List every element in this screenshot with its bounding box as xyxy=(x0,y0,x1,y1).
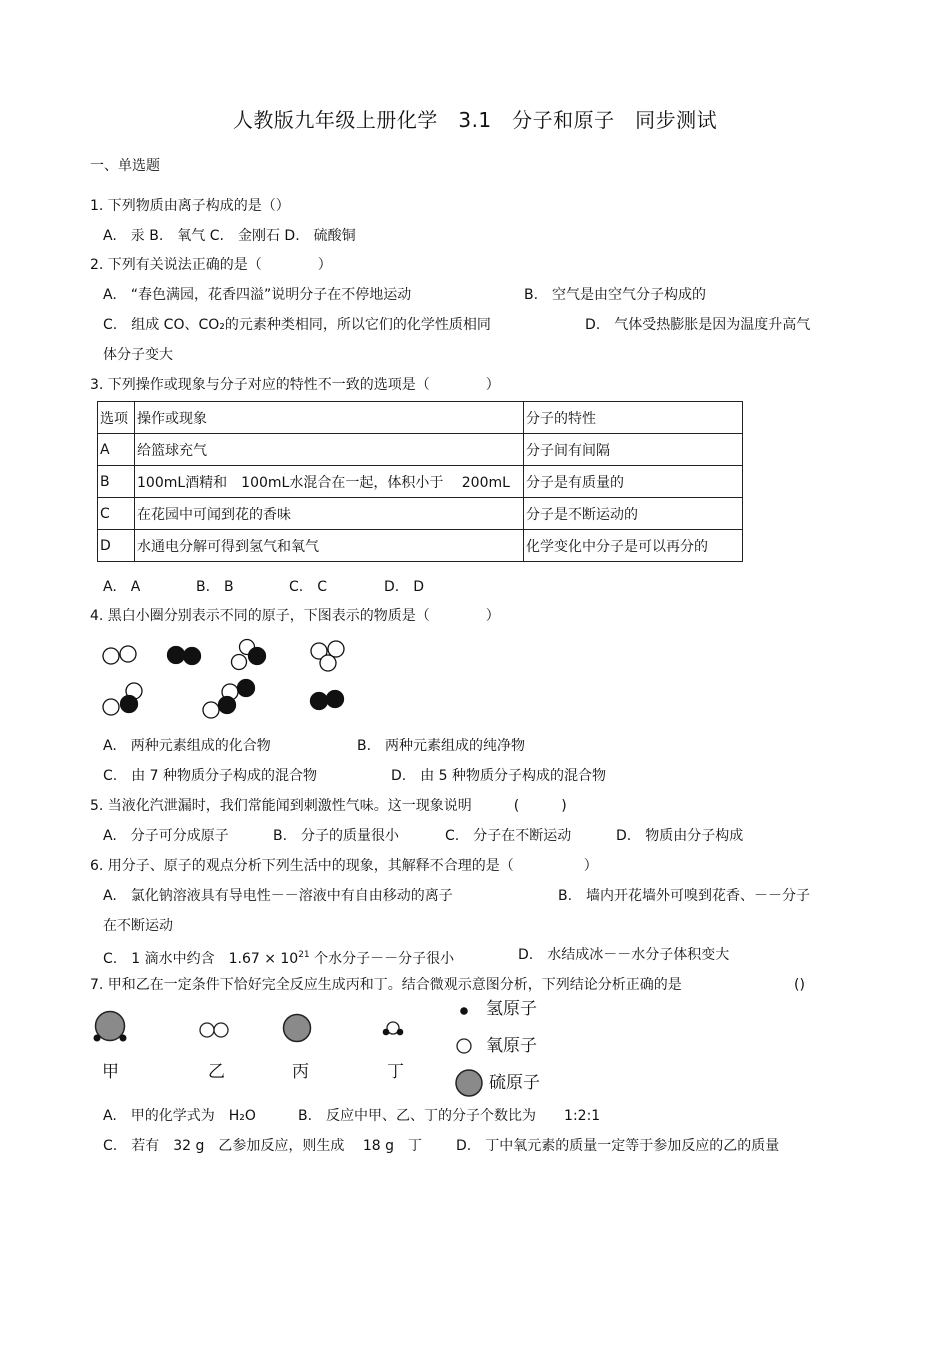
q3-stem: 3. 下列操作或现象与分子对应的特性不一致的选项是（ ） xyxy=(90,377,500,393)
sulfur-atom xyxy=(96,1012,125,1041)
table-cell: 化学变化中分子是可以再分的 xyxy=(524,530,743,562)
white-atom xyxy=(328,641,344,657)
q7-option-d: D. 丁中氧元素的质量一定等于参加反应的乙的质量 xyxy=(456,1138,780,1154)
white-atom xyxy=(311,643,327,659)
white-atom xyxy=(126,683,142,699)
q6-option-c-text: C. 1 滴水中约含 1.67 × 10 xyxy=(103,951,299,967)
table-cell: 给篮球充气 xyxy=(135,434,524,466)
black-atom xyxy=(238,680,255,697)
q6-option-c xyxy=(103,946,454,968)
table-cell: 在花园中可闻到花的香味 xyxy=(135,498,524,530)
q3-option-b: B. B xyxy=(196,579,234,595)
white-atom xyxy=(120,646,136,662)
table-cell: 分子间有间隔 xyxy=(524,434,743,466)
legend-sulfur-icon xyxy=(456,1070,482,1096)
legend-sulfur-label: 硫原子 xyxy=(489,1073,540,1093)
q2-option-a: A. “春色满园，花香四溢”说明分子在不停地运动 xyxy=(103,287,412,303)
table-cell: C xyxy=(98,498,135,530)
q6-stem: 6. 用分子、原子的观点分析下列生活中的现象，其解释不合理的是（ ） xyxy=(90,858,598,874)
table-cell: 水通电分解可得到氢气和氧气 xyxy=(135,530,524,562)
q2-option-d-cont: 体分子变大 xyxy=(103,347,173,363)
black-atom xyxy=(121,696,138,713)
q3-table xyxy=(97,401,743,562)
black-atom xyxy=(219,697,236,714)
molecule-bing-sulfur-atom xyxy=(284,1015,311,1042)
q7-label-bing: 丙 xyxy=(292,1062,309,1082)
legend-hydrogen-label: 氢原子 xyxy=(486,999,537,1019)
table-cell: A xyxy=(98,434,135,466)
q2-stem: 2. 下列有关说法正确的是（ ） xyxy=(90,257,332,273)
molecule-yi xyxy=(200,1023,228,1037)
table-cell: D xyxy=(98,530,135,562)
q4-stem: 4. 黑白小圈分别表示不同的原子，下图表示的物质是（ ） xyxy=(90,608,500,624)
q6-option-a: A. 氯化钠溶液具有导电性－－溶液中有自由移动的离子 xyxy=(103,888,453,904)
oxygen-atom xyxy=(200,1023,214,1037)
table-cell: 操作或现象 xyxy=(135,402,524,434)
q7-paren: () xyxy=(794,977,805,993)
q7-stem: 7. 甲和乙在一定条件下恰好完全反应生成丙和丁。结合微观示意图分析，下列结论分析正确的是 xyxy=(90,977,682,993)
black-atom xyxy=(327,691,344,708)
white-atom xyxy=(222,684,238,700)
q4-option-a: A. 两种元素组成的化合物 xyxy=(103,738,271,754)
oxygen-atom xyxy=(387,1022,399,1034)
q5-option-d: D. 物质由分子构成 xyxy=(616,828,744,844)
q1-stem: 1. 下列物质由离子构成的是（） xyxy=(90,198,290,214)
q4-option-c: C. 由 7 种物质分子构成的混合物 xyxy=(103,768,318,784)
hydrogen-atom xyxy=(383,1029,390,1036)
white-atom xyxy=(203,702,219,718)
table-cell: 100mL酒精和 100mL水混合在一起，体积小于 200mL xyxy=(135,466,524,498)
section-heading: 一、单选题 xyxy=(90,158,160,174)
oxygen-atom xyxy=(214,1023,228,1037)
black-atom xyxy=(168,647,185,664)
q3-option-a: A. A xyxy=(103,579,141,595)
q5-option-a: A. 分子可分成原子 xyxy=(103,828,229,844)
q3-option-c: C. C xyxy=(289,579,328,595)
hydrogen-atom xyxy=(120,1035,127,1042)
molecule-ding xyxy=(383,1022,404,1035)
white-atom xyxy=(240,640,255,655)
legend-oxygen-label: 氧原子 xyxy=(486,1036,537,1056)
q2-option-c: C. 组成 CO、CO₂的元素种类相同，所以它们的化学性质相同 xyxy=(103,317,491,333)
q7-option-b: B. 反应中甲、乙、丁的分子个数比为 1:2:1 xyxy=(298,1108,601,1124)
black-atom xyxy=(311,693,328,710)
q6-option-b-cont: 在不断运动 xyxy=(103,918,173,934)
q7-label-ding: 丁 xyxy=(387,1062,404,1082)
q6-option-b: B. 墙内开花墙外可嗅到花香、－－分子 xyxy=(558,888,811,904)
table-row xyxy=(98,530,743,562)
black-atom xyxy=(184,648,201,665)
page-title: 人教版九年级上册化学 3.1 分子和原子 同步测试 xyxy=(232,108,718,132)
q5-option-b: B. 分子的质量很小 xyxy=(273,828,400,844)
table-cell: 分子的特性 xyxy=(524,402,743,434)
q1-options: A. 汞 B. 氧气 C. 金刚石 D. 硫酸铜 xyxy=(103,228,356,244)
table-cell: 分子是有质量的 xyxy=(524,466,743,498)
q7-option-a: A. 甲的化学式为 H₂O xyxy=(103,1108,256,1124)
legend-hydrogen-icon xyxy=(460,1007,468,1015)
q4-option-b: B. 两种元素组成的纯净物 xyxy=(357,738,526,754)
hydrogen-atom xyxy=(397,1029,404,1036)
molecule-jia xyxy=(94,1012,127,1042)
q7-label-yi: 乙 xyxy=(208,1062,225,1082)
table-cell: B xyxy=(98,466,135,498)
q5-option-c: C. 分子在不断运动 xyxy=(445,828,572,844)
table-header-row xyxy=(98,402,743,434)
q2-option-d: D. 气体受热膨胀是因为温度升高气 xyxy=(585,317,811,333)
q6-option-d: D. 水结成冰－－水分子体积变大 xyxy=(518,947,730,963)
table-row xyxy=(98,498,743,530)
white-atom xyxy=(103,648,119,664)
white-atom xyxy=(320,655,336,671)
white-atom xyxy=(232,655,247,670)
hydrogen-atom xyxy=(94,1035,101,1042)
q2-option-b: B. 空气是由空气分子构成的 xyxy=(524,287,707,303)
q6-exponent: 21 xyxy=(298,950,310,960)
q4-option-d: D. 由 5 种物质分子构成的混合物 xyxy=(391,768,607,784)
table-row xyxy=(98,434,743,466)
white-atom xyxy=(103,699,119,715)
q5-stem: 5. 当液化汽泄漏时，我们常能闻到刺激性气味。这一现象说明 ( ) xyxy=(90,798,567,814)
q3-option-d: D. D xyxy=(384,579,425,595)
legend-oxygen-icon xyxy=(457,1039,471,1053)
table-cell: 选项 xyxy=(98,402,135,434)
table-cell: 分子是不断运动的 xyxy=(524,498,743,530)
q7-option-c: C. 若有 32 g 乙参加反应，则生成 18 g 丁 xyxy=(103,1138,422,1154)
q7-label-jia: 甲 xyxy=(102,1062,119,1082)
table-row xyxy=(98,466,743,498)
q6-option-c-tail: 个水分子－－分子很小 xyxy=(309,951,455,967)
black-atom xyxy=(249,648,266,665)
